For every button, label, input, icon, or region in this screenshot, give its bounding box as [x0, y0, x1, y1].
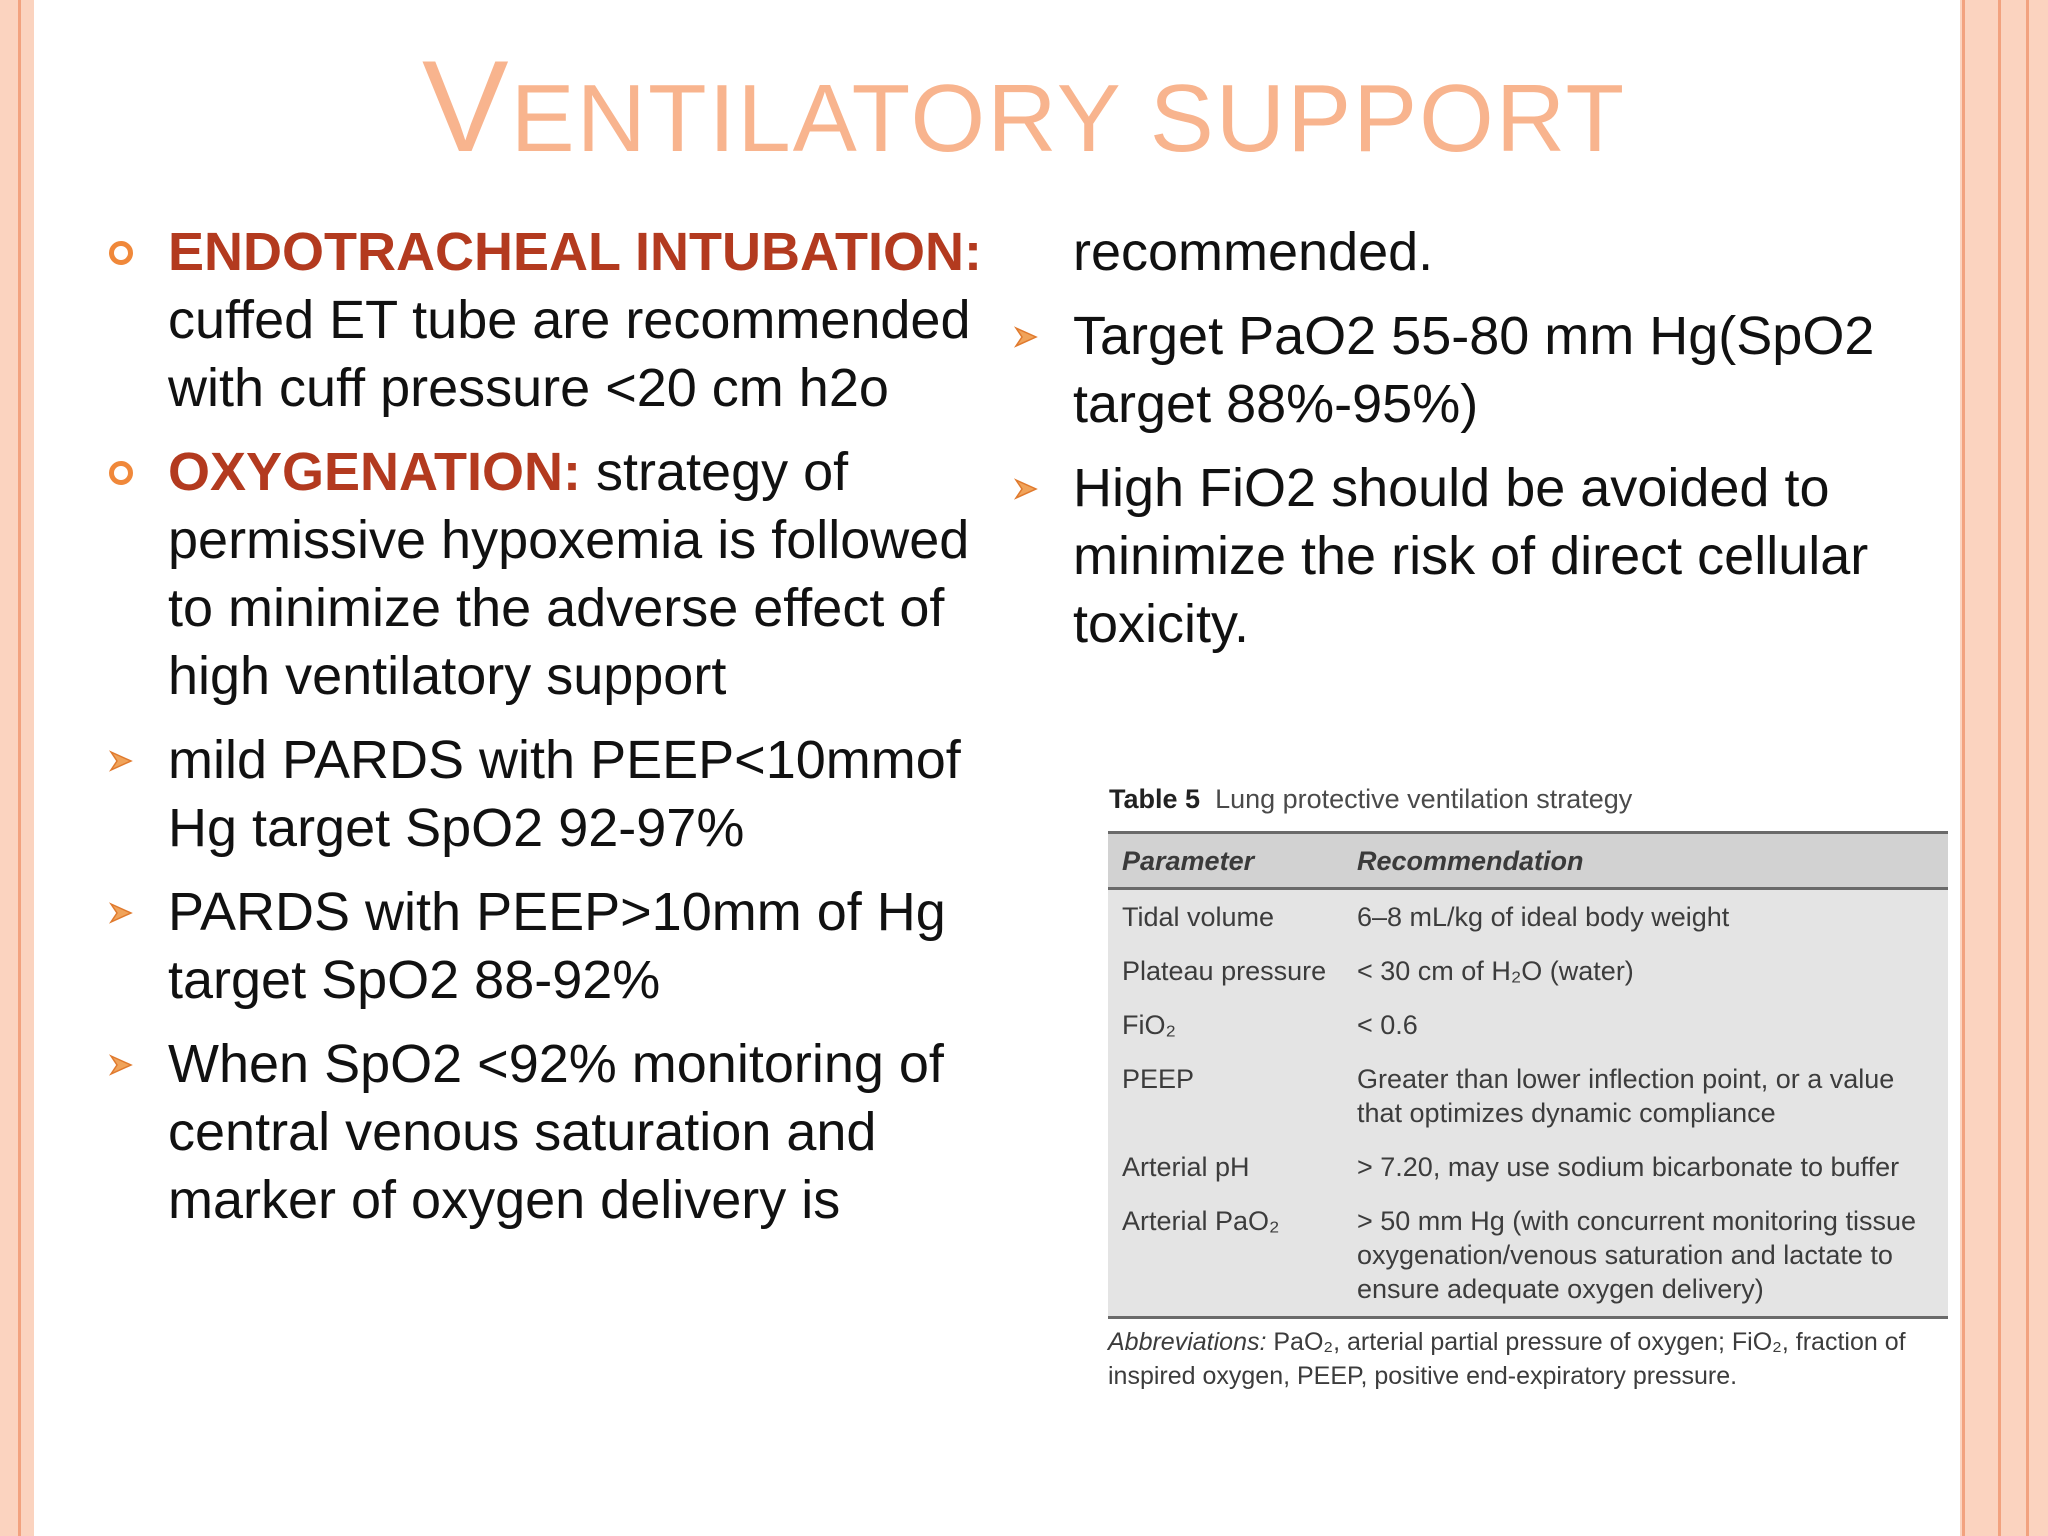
sub-bullet-spo2-monitoring: [100, 1030, 1010, 1234]
row-parameter: Tidal volume: [1122, 902, 1275, 932]
right-frame-line: [1998, 0, 2001, 1536]
row-parameter: PEEP: [1122, 1064, 1195, 1094]
sub-item-text: When SpO2 <92% monitoring of central venous saturation and marker of oxygen delivery is: [168, 1034, 944, 1230]
header-parameter: Parameter: [1122, 846, 1255, 876]
slide-title: [0, 25, 2048, 188]
table-header-row: [1108, 834, 1948, 890]
table-body: [1108, 831, 1948, 1319]
circle-bullet-icon: [100, 438, 140, 506]
sub-item-text: PARDS with PEEP>10mm of Hg target SpO2 88-92%: [168, 882, 946, 1010]
table-row: [1108, 1140, 1948, 1194]
endotracheal-label: ENDOTRACHEAL INTUBATION:: [168, 222, 982, 282]
table-caption: [1108, 784, 1948, 815]
sub-bullet-target-pao2: [1005, 302, 1955, 438]
row-recommendation: > 7.20, may use sodium bicarbonate to buffer: [1357, 1152, 1900, 1182]
table-row: [1108, 890, 1948, 944]
left-frame-line: [18, 0, 21, 1536]
row-recommendation: Greater than lower inflection point, or a value that optimizes dynamic compliance: [1357, 1064, 1895, 1128]
oxygenation-text: strategy of permissive hypoxemia is followed to minimize the adverse effect of high ventilatory support: [168, 442, 970, 706]
title-rest: ENTILATORY SUPPORT: [510, 65, 1627, 172]
row-recommendation: < 30 cm of H₂O (water): [1357, 956, 1634, 986]
row-parameter: FiO₂: [1122, 1010, 1176, 1040]
oxygenation-label: OXYGENATION:: [168, 442, 582, 502]
arrow-bullet-icon: [100, 726, 140, 794]
sub-item-text: Target PaO2 55-80 mm Hg(SpO2 target 88%-95%): [1073, 306, 1875, 434]
row-parameter: Arterial PaO₂: [1122, 1206, 1280, 1236]
table-row: [1108, 1194, 1948, 1316]
continued-text: recommended.: [1073, 222, 1434, 282]
sub-bullet-mild-pards: [100, 726, 1010, 862]
ventilation-table: [1108, 784, 1948, 1393]
footnote-label: Abbreviations:: [1108, 1328, 1267, 1356]
table-caption-text: Lung protective ventilation strategy: [1215, 784, 1633, 814]
row-recommendation: > 50 mm Hg (with concurrent monitoring tissue oxygenation/venous saturation and lactate to ensure adequate oxygen delivery): [1357, 1206, 1916, 1304]
arrow-bullet-icon: [1005, 454, 1045, 522]
sub-bullet-pards: [100, 878, 1010, 1014]
arrow-bullet-icon: [1005, 302, 1045, 370]
row-parameter: Plateau pressure: [1122, 956, 1327, 986]
circle-bullet-icon: [100, 218, 140, 286]
table-row: [1108, 998, 1948, 1052]
bullet-oxygenation: [100, 438, 1010, 710]
right-column: [1005, 218, 1955, 674]
row-parameter: Arterial pH: [1122, 1152, 1250, 1182]
endotracheal-text: cuffed ET tube are recommended with cuff pressure <20 cm h2o: [168, 290, 971, 418]
arrow-bullet-icon: [100, 878, 140, 946]
title-capital: V: [421, 33, 511, 179]
arrow-bullet-icon: [100, 1030, 140, 1098]
left-column: [100, 218, 1010, 1250]
table-footnote: [1108, 1325, 1948, 1393]
table-number: Table 5: [1109, 784, 1201, 814]
right-frame-line: [2026, 0, 2029, 1536]
header-recommendation: Recommendation: [1357, 846, 1584, 876]
bullet-endotracheal: [100, 218, 1010, 422]
right-frame-line: [1962, 0, 1965, 1536]
table-row: [1108, 944, 1948, 998]
right-frame-band: [1960, 0, 2048, 1536]
row-recommendation: 6–8 mL/kg of ideal body weight: [1357, 902, 1730, 932]
row-recommendation: < 0.6: [1357, 1010, 1418, 1040]
table-row: [1108, 1052, 1948, 1140]
footnote-text: PaO₂, arterial partial pressure of oxygen; FiO₂, fraction of inspired oxygen, PEEP, positive end-expiratory pressure.: [1108, 1328, 1906, 1390]
sub-item-text: mild PARDS with PEEP<10mmof Hg target SpO2 92-97%: [168, 730, 961, 858]
left-frame-band: [0, 0, 34, 1536]
sub-item-text: High FiO2 should be avoided to minimize the risk of direct cellular toxicity.: [1073, 458, 1869, 654]
sub-bullet-high-fio2: [1005, 454, 1955, 658]
